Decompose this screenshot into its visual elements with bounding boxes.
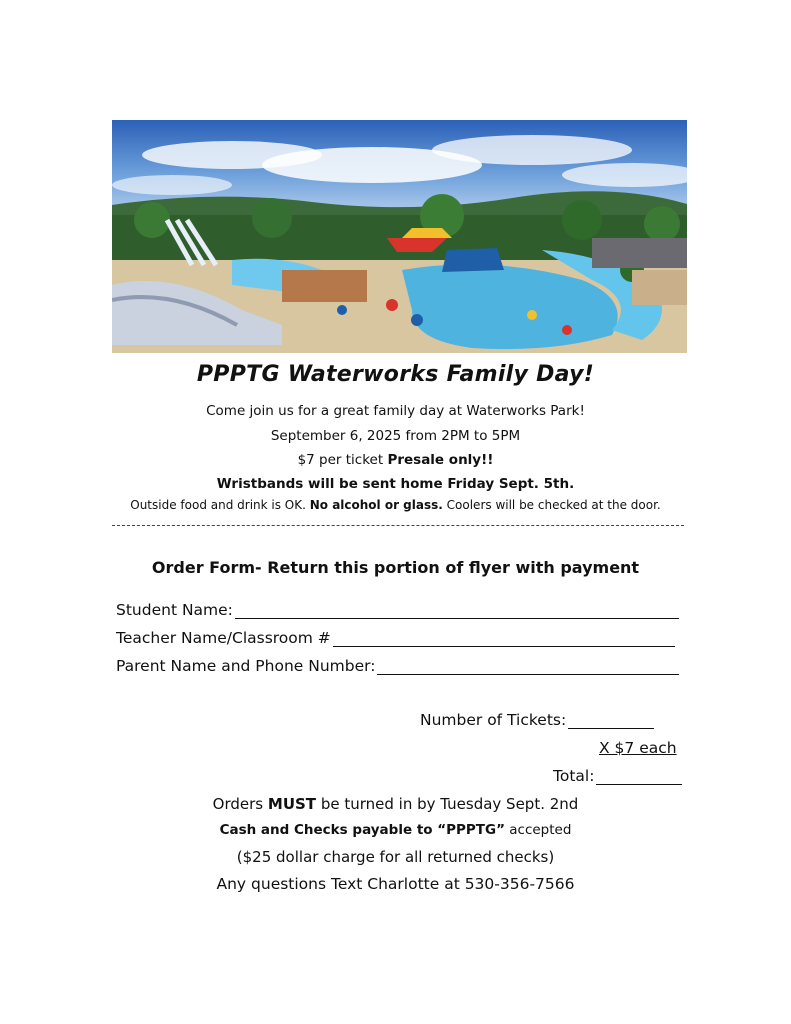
total-field[interactable] (553, 767, 682, 785)
total-blank[interactable] (596, 770, 682, 785)
wristband-note: Wristbands will be sent home Friday Sept. 5th. (216, 476, 575, 492)
waterpark-photo (112, 120, 687, 353)
contact-note: Any questions Text Charlotte at 530-356-7566 (216, 875, 575, 893)
coolers-text: Coolers will be checked at the door. (442, 498, 661, 512)
student-name-blank[interactable] (235, 604, 679, 619)
total-label: Total: (553, 767, 595, 785)
event-title: PPPTG Waterworks Family Day! (196, 362, 595, 387)
tickets-blank[interactable] (568, 714, 654, 729)
parent-name-blank[interactable] (377, 660, 679, 675)
student-name-label: Student Name: (116, 601, 233, 619)
event-price (0, 452, 791, 468)
orders-text: Orders (212, 795, 268, 813)
order-form-title: Order Form- Return this portion of flyer with payment (151, 558, 640, 577)
parent-name-field[interactable] (116, 657, 679, 675)
food-ok-text: Outside food and drink is OK. (130, 498, 310, 512)
price-each: X $7 each (599, 739, 677, 757)
accepted-text: accepted (504, 822, 572, 838)
deadline-text: be turned in by Tuesday Sept. 2nd (316, 795, 579, 813)
presale-text: Presale only!! (387, 452, 494, 468)
teacher-name-blank[interactable] (333, 632, 675, 647)
cut-line (112, 525, 684, 526)
parent-name-label: Parent Name and Phone Number: (116, 657, 376, 675)
price-text: $7 per ticket (297, 452, 388, 468)
food-policy (0, 498, 791, 512)
returned-check-fee: ($25 dollar charge for all returned checks) (236, 848, 555, 866)
payable-text: Cash and Checks payable to “PPPTG” (219, 822, 505, 838)
tickets-label: Number of Tickets: (420, 711, 567, 729)
tickets-field[interactable] (420, 711, 654, 729)
teacher-name-field[interactable] (116, 629, 675, 647)
deadline-note (0, 795, 791, 813)
event-intro: Come join us for a great family day at Waterworks Park! (206, 403, 585, 419)
payment-note (0, 822, 791, 838)
teacher-name-label: Teacher Name/Classroom # (116, 629, 331, 647)
event-date: September 6, 2025 from 2PM to 5PM (270, 428, 521, 444)
student-name-field[interactable] (116, 601, 679, 619)
must-text: MUST (267, 795, 317, 813)
no-alcohol-text: No alcohol or glass. (309, 498, 443, 512)
